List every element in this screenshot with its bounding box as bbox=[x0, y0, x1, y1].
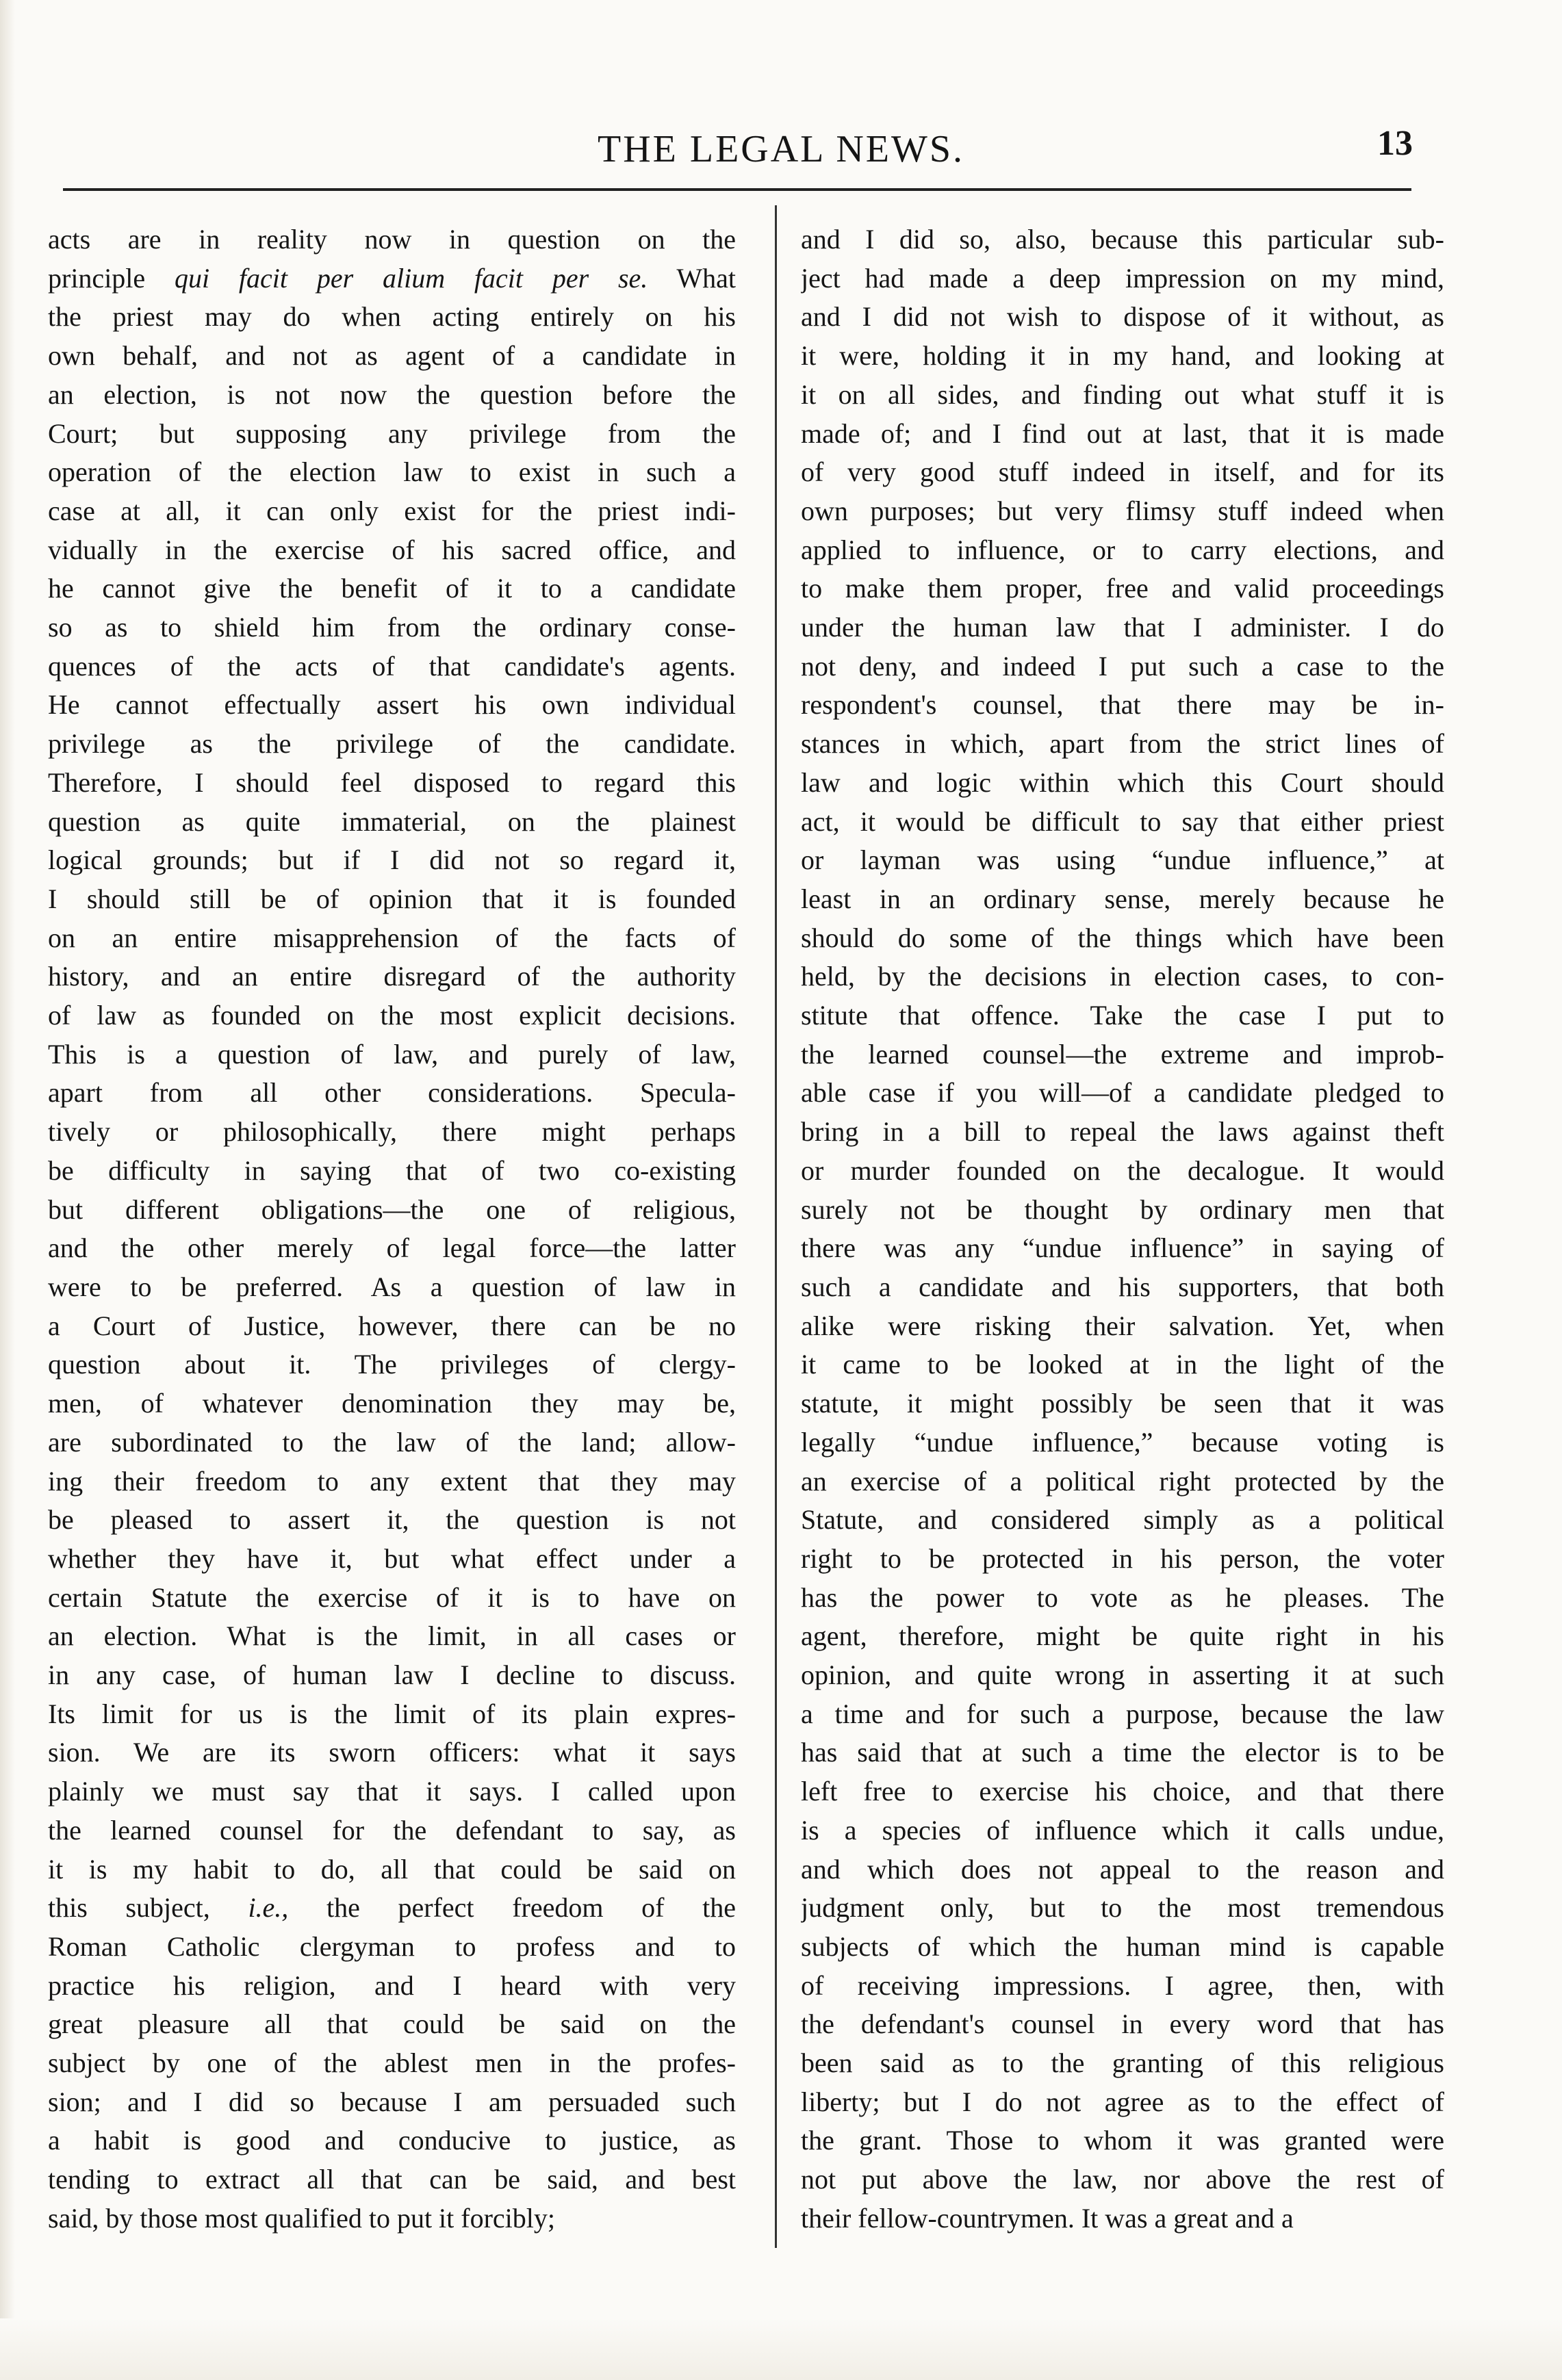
text-line: a time and for such a purpose, because the law bbox=[801, 1698, 1444, 1729]
text-line: statute, it might possibly be seen that it was bbox=[801, 1388, 1444, 1419]
text-line: on an entire misapprehension of the facts of bbox=[48, 922, 736, 953]
text-line: vidually in the exercise of his sacred office, and bbox=[48, 534, 736, 565]
text-line: alike were risking their salvation. Yet, when bbox=[801, 1310, 1444, 1341]
text-line: case at all, it can only exist for the priest indi- bbox=[48, 495, 736, 526]
column-divider bbox=[775, 205, 777, 2248]
text-line: tively or philosophically, there might perhaps bbox=[48, 1116, 736, 1148]
text-line: been said as to the granting of this religious bbox=[801, 2047, 1444, 2079]
text-line: but different obligations—the one of religious, bbox=[48, 1193, 736, 1225]
text-line: the learned counsel for the defendant to say, as bbox=[48, 1814, 736, 1846]
text-line: agent, therefore, might be quite right in his bbox=[801, 1620, 1444, 1652]
text-line: Its limit for us is the limit of its plain expres- bbox=[48, 1698, 736, 1729]
text-line: legally “undue influence,” because voting is bbox=[801, 1426, 1444, 1458]
text-line: right to be protected in his person, the voter bbox=[801, 1542, 1444, 1574]
text-line: own purposes; but very flimsy stuff indeed when bbox=[801, 495, 1444, 526]
text-line: this subject, i.e., the perfect freedom of the bbox=[48, 1892, 736, 1924]
text-line: Therefore, I should feel disposed to regard this bbox=[48, 766, 736, 798]
text-line: certain Statute the exercise of it is to have on bbox=[48, 1581, 736, 1613]
text-line: stitute that offence. Take the case I put to bbox=[801, 1000, 1444, 1031]
text-line: Statute, and considered simply as a political bbox=[801, 1504, 1444, 1536]
text-line: is a species of influence which it calls undue, bbox=[801, 1814, 1444, 1846]
page-bottom-edge bbox=[0, 2318, 1562, 2380]
text-line: be difficulty in saying that of two co-existing bbox=[48, 1154, 736, 1186]
text-line: question about it. The privileges of clergy- bbox=[48, 1349, 736, 1380]
text-line: plainly we must say that it says. I called upon bbox=[48, 1776, 736, 1807]
text-line: ing their freedom to any extent that they may bbox=[48, 1465, 736, 1497]
right-column bbox=[801, 220, 1444, 2238]
page-number: 13 bbox=[1377, 124, 1413, 163]
text-line: ject had made a deep impression on my mind, bbox=[801, 262, 1444, 294]
text-line: should do some of the things which have been bbox=[801, 922, 1444, 953]
text-line: bring in a bill to repeal the laws against theft bbox=[801, 1116, 1444, 1148]
text-line: it on all sides, and finding out what stuff it is bbox=[801, 378, 1444, 410]
text-line: it came to be looked at in the light of the bbox=[801, 1349, 1444, 1380]
text-line: has the power to vote as he pleases. The bbox=[801, 1581, 1444, 1613]
text-line: and I did so, also, because this particular sub- bbox=[801, 224, 1444, 255]
text-line: there was any “undue influence” in saying of bbox=[801, 1232, 1444, 1264]
text-line: subject by one of the ablest men in the profes- bbox=[48, 2047, 736, 2079]
text-line: in any case, of human law I decline to discuss. bbox=[48, 1659, 736, 1691]
running-head bbox=[0, 123, 1562, 178]
text-line: and the other merely of legal force—the latter bbox=[48, 1232, 736, 1264]
text-line: an exercise of a political right protected by the bbox=[801, 1465, 1444, 1497]
text-line: opinion, and quite wrong in asserting it at such bbox=[801, 1659, 1444, 1691]
text-line: judgment only, but to the most tremendous bbox=[801, 1892, 1444, 1924]
text-line: it is my habit to do, all that could be said on bbox=[48, 1853, 736, 1885]
header-rule bbox=[63, 188, 1411, 191]
text-line: or murder founded on the decalogue. It would bbox=[801, 1154, 1444, 1186]
text-line: said, by those most qualified to put it forcibly; bbox=[48, 2202, 556, 2234]
text-line: Roman Catholic clergyman to profess and to bbox=[48, 1930, 736, 1962]
text-line: held, by the decisions in election cases, to con- bbox=[801, 961, 1444, 992]
text-line: be pleased to assert it, the question is not bbox=[48, 1504, 736, 1536]
text-line: respondent's counsel, that there may be in- bbox=[801, 689, 1444, 721]
text-line: great pleasure all that could be said on the bbox=[48, 2008, 736, 2040]
text-line: an election, is not now the question before the bbox=[48, 378, 736, 410]
text-line: sion; and I did so because I am persuaded such bbox=[48, 2086, 736, 2117]
text-line: surely not be thought by ordinary men that bbox=[801, 1193, 1444, 1225]
text-line: the defendant's counsel in every word that has bbox=[801, 2008, 1444, 2040]
text-line: a habit is good and conducive to justice, as bbox=[48, 2125, 736, 2156]
left-column bbox=[48, 220, 736, 2238]
text-line: their fellow-countrymen. It was a great and a bbox=[801, 2202, 1294, 2234]
text-line: apart from all other considerations. Specula- bbox=[48, 1077, 736, 1109]
text-line: logical grounds; but if I did not so regard it, bbox=[48, 844, 736, 876]
text-line: question as quite immaterial, on the plainest bbox=[48, 805, 736, 837]
text-line: tending to extract all that can be said, and best bbox=[48, 2164, 736, 2195]
text-line: This is a question of law, and purely of law, bbox=[48, 1038, 736, 1070]
text-line: law and logic within which this Court should bbox=[801, 766, 1444, 798]
text-line: of law as founded on the most explicit decisions. bbox=[48, 1000, 736, 1031]
page-margin-shadow bbox=[0, 0, 15, 2380]
text-line: were to be preferred. As a question of law in bbox=[48, 1271, 736, 1302]
text-line: He cannot effectually assert his own individual bbox=[48, 689, 736, 721]
text-line: acts are in reality now in question on the bbox=[48, 224, 736, 255]
text-line: stances in which, apart from the strict lines of bbox=[801, 728, 1444, 760]
text-line: to make them proper, free and valid proceedings bbox=[801, 573, 1444, 604]
text-line: the priest may do when acting entirely on his bbox=[48, 301, 736, 333]
text-line: such a candidate and his supporters, that both bbox=[801, 1271, 1444, 1302]
text-line: act, it would be difficult to say that either priest bbox=[801, 805, 1444, 837]
text-line: not deny, and indeed I put such a case to the bbox=[801, 650, 1444, 682]
text-line: of receiving impressions. I agree, then, with bbox=[801, 1969, 1444, 2001]
text-line: or layman was using “undue influence,” at bbox=[801, 844, 1444, 876]
text-line: principle qui facit per alium facit per se. What bbox=[48, 262, 736, 294]
journal-title: THE LEGAL NEWS. bbox=[598, 128, 964, 170]
text-line: whether they have it, but what effect under a bbox=[48, 1542, 736, 1574]
text-line: so as to shield him from the ordinary conse- bbox=[48, 612, 736, 643]
text-line: subjects of which the human mind is capable bbox=[801, 1930, 1444, 1962]
text-line: the learned counsel—the extreme and improb- bbox=[801, 1038, 1444, 1070]
text-line: not put above the law, nor above the rest of bbox=[801, 2164, 1444, 2195]
text-line: privilege as the privilege of the candidate. bbox=[48, 728, 736, 760]
text-line: he cannot give the benefit of it to a candidate bbox=[48, 573, 736, 604]
text-line: able case if you will—of a candidate pledged to bbox=[801, 1077, 1444, 1109]
text-line: least in an ordinary sense, merely because he bbox=[801, 883, 1444, 914]
text-line: men, of whatever denomination they may be, bbox=[48, 1388, 736, 1419]
text-line: a Court of Justice, however, there can be no bbox=[48, 1310, 736, 1341]
text-line: the grant. Those to whom it was granted were bbox=[801, 2125, 1444, 2156]
text-line: are subordinated to the law of the land; allow- bbox=[48, 1426, 736, 1458]
text-line: sion. We are its sworn officers: what it says bbox=[48, 1737, 736, 1768]
text-line: of very good stuff indeed in itself, and for its bbox=[801, 456, 1444, 488]
text-line: own behalf, and not as agent of a candidate in bbox=[48, 340, 736, 372]
text-line: practice his religion, and I heard with very bbox=[48, 1969, 736, 2001]
text-line: and I did not wish to dispose of it without, as bbox=[801, 301, 1444, 333]
text-line: liberty; but I do not agree as to the effect of bbox=[801, 2086, 1444, 2117]
text-line: and which does not appeal to the reason and bbox=[801, 1853, 1444, 1885]
text-line: under the human law that I administer. I do bbox=[801, 612, 1444, 643]
text-line: an election. What is the limit, in all cases or bbox=[48, 1620, 736, 1652]
text-line: history, and an entire disregard of the authority bbox=[48, 961, 736, 992]
text-line: applied to influence, or to carry elections, and bbox=[801, 534, 1444, 565]
text-line: left free to exercise his choice, and that there bbox=[801, 1776, 1444, 1807]
text-line: I should still be of opinion that it is founded bbox=[48, 883, 736, 914]
text-line: has said that at such a time the elector is to be bbox=[801, 1737, 1444, 1768]
text-line: operation of the election law to exist in such a bbox=[48, 456, 736, 488]
text-line: quences of the acts of that candidate's agents. bbox=[48, 650, 736, 682]
text-line: it were, holding it in my hand, and looking at bbox=[801, 340, 1444, 372]
text-line: Court; but supposing any privilege from the bbox=[48, 417, 736, 449]
text-line: made of; and I find out at last, that it is made bbox=[801, 417, 1444, 449]
